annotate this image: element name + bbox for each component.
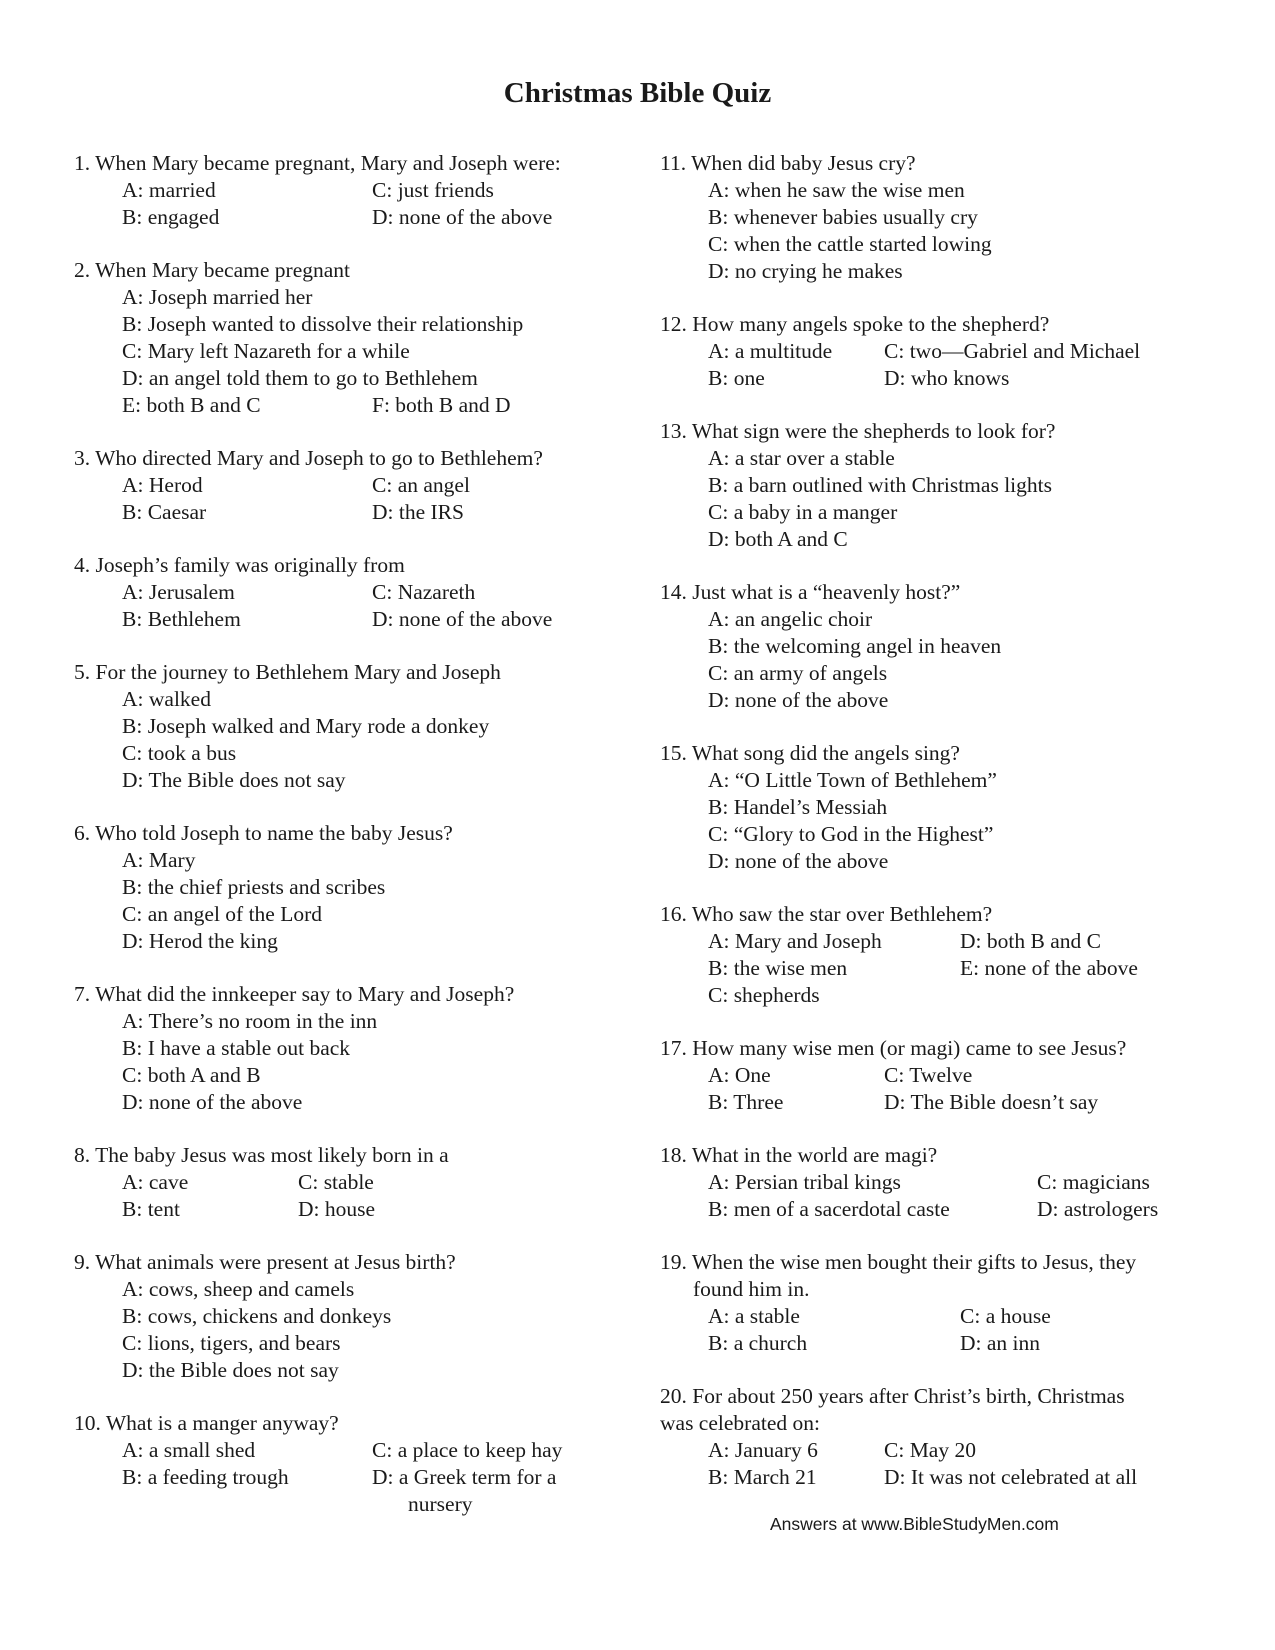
- question-text: 3. Who directed Mary and Joseph to go to Bethlehem?: [74, 446, 543, 470]
- question-text: 6. Who told Joseph to name the baby Jesus?: [74, 821, 453, 845]
- option: C: an angel: [372, 473, 470, 497]
- options: [708, 1169, 1220, 1223]
- option: C: just friends: [372, 178, 494, 202]
- option: C: May 20: [884, 1438, 976, 1462]
- option: B: Handel’s Messiah: [708, 795, 888, 819]
- option: A: January 6: [708, 1438, 818, 1462]
- option: B: a church: [708, 1331, 808, 1355]
- question-13: [660, 418, 1220, 553]
- option: C: magicians: [1037, 1170, 1150, 1194]
- question-text-continuation: was celebrated on:: [660, 1411, 820, 1435]
- option: E: none of the above: [960, 956, 1138, 980]
- option: B: one: [708, 366, 765, 390]
- option: C: two—Gabriel and Michael: [884, 339, 1141, 363]
- option: D: none of the above: [708, 688, 889, 712]
- question-4: [74, 552, 634, 633]
- option: C: took a bus: [122, 741, 237, 765]
- question-text: 9. What animals were present at Jesus birth?: [74, 1250, 456, 1274]
- question-3: [74, 445, 634, 526]
- option: B: men of a sacerdotal caste: [708, 1197, 950, 1221]
- options: [708, 928, 1220, 1009]
- option: D: astrologers: [1037, 1197, 1159, 1221]
- question-text: 10. What is a manger anyway?: [74, 1411, 339, 1435]
- question-20: [660, 1383, 1220, 1491]
- options: [122, 177, 634, 231]
- option: B: tent: [122, 1197, 180, 1221]
- option: C: both A and B: [122, 1063, 261, 1087]
- question-text: 20. For about 250 years after Christ’s birth, Christmas: [660, 1384, 1125, 1408]
- option: F: both B and D: [372, 393, 511, 417]
- question-text: 15. What song did the angels sing?: [660, 741, 960, 765]
- option: C: shepherds: [708, 983, 820, 1007]
- question-text-continuation: found him in.: [693, 1277, 810, 1301]
- option: D: the IRS: [372, 500, 464, 524]
- option: B: Caesar: [122, 500, 207, 524]
- options: [708, 1303, 1220, 1357]
- option: A: a small shed: [122, 1438, 256, 1462]
- question-15: [660, 740, 1220, 875]
- question-16: [660, 901, 1220, 1009]
- option: A: an angelic choir: [708, 607, 873, 631]
- option: B: Joseph wanted to dissolve their relationship: [122, 312, 524, 336]
- option: C: Twelve: [884, 1063, 973, 1087]
- options: [122, 1437, 634, 1518]
- option: B: March 21: [708, 1465, 817, 1489]
- option: A: “O Little Town of Bethlehem”: [708, 768, 997, 792]
- option: C: an army of angels: [708, 661, 888, 685]
- option: A: when he saw the wise men: [708, 178, 965, 202]
- option: B: a feeding trough: [122, 1465, 289, 1489]
- option: C: Mary left Nazareth for a while: [122, 339, 410, 363]
- answers-footer: Answers at www.BibleStudyMen.com: [770, 1514, 1059, 1534]
- option: B: Bethlehem: [122, 607, 241, 631]
- question-text: 5. For the journey to Bethlehem Mary and Joseph: [74, 660, 501, 684]
- option: D: none of the above: [122, 1090, 303, 1114]
- option: D: The Bible doesn’t say: [884, 1090, 1099, 1114]
- options: [122, 686, 634, 794]
- options: [708, 338, 1220, 392]
- option: C: stable: [298, 1170, 374, 1194]
- question-text: 17. How many wise men (or magi) came to see Jesus?: [660, 1036, 1127, 1060]
- options: [122, 472, 634, 526]
- option: A: Jerusalem: [122, 580, 235, 604]
- option: D: The Bible does not say: [122, 768, 346, 792]
- question-text: 11. When did baby Jesus cry?: [660, 151, 916, 175]
- options: [708, 767, 1220, 875]
- option: B: cows, chickens and donkeys: [122, 1304, 392, 1328]
- question-text: 13. What sign were the shepherds to look for?: [660, 419, 1056, 443]
- option: B: Joseph walked and Mary rode a donkey: [122, 714, 490, 738]
- option: A: cows, sheep and camels: [122, 1277, 355, 1301]
- question-7: [74, 981, 634, 1116]
- option: C: when the cattle started lowing: [708, 232, 992, 256]
- question-12: [660, 311, 1220, 392]
- options: [708, 445, 1220, 553]
- option: D: who knows: [884, 366, 1010, 390]
- option: B: I have a stable out back: [122, 1036, 351, 1060]
- question-text: 8. The baby Jesus was most likely born in a: [74, 1143, 449, 1167]
- question-text: 18. What in the world are magi?: [660, 1143, 938, 1167]
- option: D: none of the above: [372, 205, 553, 229]
- option: C: lions, tigers, and bears: [122, 1331, 341, 1355]
- options: [122, 1276, 634, 1384]
- question-5: [74, 659, 634, 794]
- option: B: whenever babies usually cry: [708, 205, 978, 229]
- question-text: 7. What did the innkeeper say to Mary and Joseph?: [74, 982, 515, 1006]
- option: C: “Glory to God in the Highest”: [708, 822, 994, 846]
- option: C: a place to keep hay: [372, 1438, 563, 1462]
- option-continuation: nursery: [408, 1492, 473, 1516]
- question-6: [74, 820, 634, 955]
- question-text: 2. When Mary became pregnant: [74, 258, 351, 282]
- options: [122, 392, 634, 419]
- options: [708, 1437, 1220, 1491]
- options: [708, 1062, 1220, 1116]
- option: A: There’s no room in the inn: [122, 1009, 378, 1033]
- option: B: the chief priests and scribes: [122, 875, 386, 899]
- option: D: an inn: [960, 1331, 1041, 1355]
- options: [122, 1008, 634, 1116]
- option: A: Persian tribal kings: [708, 1170, 901, 1194]
- option: B: the wise men: [708, 956, 848, 980]
- option: D: none of the above: [372, 607, 553, 631]
- option: A: One: [708, 1063, 771, 1087]
- question-2: [74, 257, 634, 419]
- option: D: none of the above: [708, 849, 889, 873]
- question-9: [74, 1249, 634, 1384]
- option: A: Herod: [122, 473, 203, 497]
- question-17: [660, 1035, 1220, 1116]
- option: A: married: [122, 178, 216, 202]
- page-title: Christmas Bible Quiz: [503, 77, 772, 109]
- option: A: cave: [122, 1170, 189, 1194]
- options: [122, 579, 634, 633]
- option: D: no crying he makes: [708, 259, 903, 283]
- options: [122, 284, 634, 392]
- question-text: 19. When the wise men bought their gifts to Jesus, they: [660, 1250, 1137, 1274]
- option: C: a baby in a manger: [708, 500, 898, 524]
- question-text: 1. When Mary became pregnant, Mary and Joseph were:: [74, 151, 561, 175]
- option: A: walked: [122, 687, 211, 711]
- question-text: 14. Just what is a “heavenly host?”: [660, 580, 961, 604]
- question-18: [660, 1142, 1220, 1223]
- option: C: an angel of the Lord: [122, 902, 323, 926]
- option: A: Joseph married her: [122, 285, 313, 309]
- option: B: Three: [708, 1090, 784, 1114]
- option: B: the welcoming angel in heaven: [708, 634, 1002, 658]
- option-spacer: [122, 1491, 372, 1518]
- question-text: 4. Joseph’s family was originally from: [74, 553, 405, 577]
- option: A: Mary and Joseph: [708, 929, 882, 953]
- option: A: a star over a stable: [708, 446, 895, 470]
- question-text: 12. How many angels spoke to the shepherd?: [660, 312, 1050, 336]
- option: D: an angel told them to go to Bethlehem: [122, 366, 478, 390]
- option: B: a barn outlined with Christmas lights: [708, 473, 1052, 497]
- option: D: both A and C: [708, 527, 848, 551]
- option: C: a house: [960, 1304, 1051, 1328]
- question-10: [74, 1410, 634, 1518]
- question-text: 16. Who saw the star over Bethlehem?: [660, 902, 993, 926]
- option: A: Mary: [122, 848, 196, 872]
- question-11: [660, 150, 1220, 285]
- question-1: [74, 150, 634, 231]
- option: D: It was not celebrated at all: [884, 1465, 1138, 1489]
- options: [708, 606, 1220, 714]
- option: E: both B and C: [122, 393, 261, 417]
- left-column: [74, 150, 634, 1518]
- question-14: [660, 579, 1220, 714]
- options: [122, 847, 634, 955]
- option: D: a Greek term for a: [372, 1465, 557, 1489]
- option: D: the Bible does not say: [122, 1358, 339, 1382]
- option: A: a multitude: [708, 339, 833, 363]
- question-8: [74, 1142, 634, 1223]
- option: D: both B and C: [960, 929, 1101, 953]
- right-column: [660, 150, 1220, 1491]
- option: A: a stable: [708, 1304, 800, 1328]
- option: B: engaged: [122, 205, 220, 229]
- question-19: [660, 1249, 1220, 1357]
- option: C: Nazareth: [372, 580, 476, 604]
- options: [122, 1169, 634, 1223]
- option: D: house: [298, 1197, 376, 1221]
- option: D: Herod the king: [122, 929, 278, 953]
- options: [708, 177, 1220, 285]
